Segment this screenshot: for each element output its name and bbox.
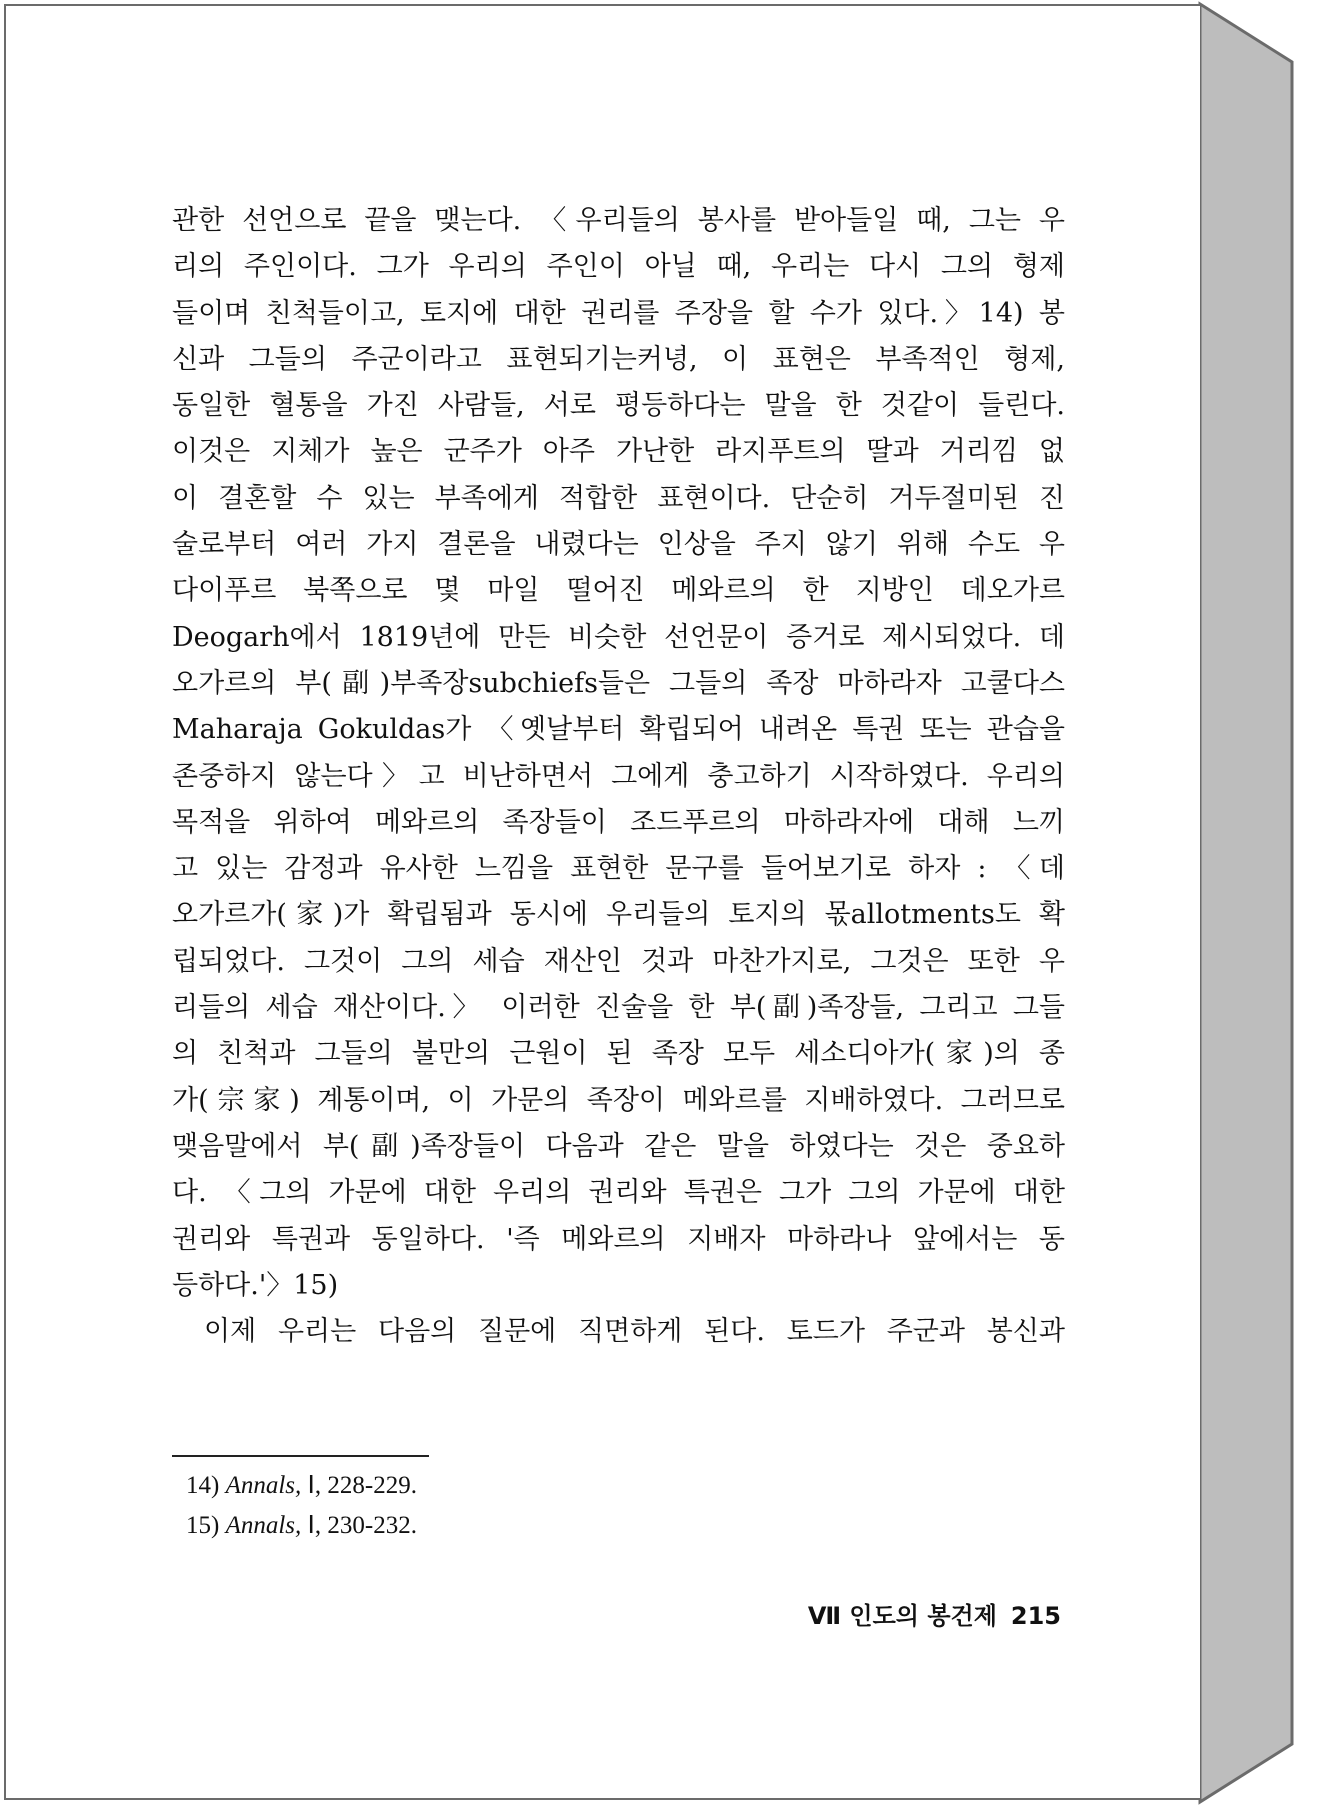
text-line: 다이푸르 북쪽으로 몇 마일 떨어진 메와르의 한 지방인 데오가르: [172, 575, 1065, 607]
chapter-title: Ⅶ 인도의 봉건제: [807, 1602, 997, 1630]
text-line: 리들의 세습 재산이다.〉 이러한 진술을 한 부(副)족장들, 그리고 그들: [172, 992, 1065, 1024]
footnote-reference: Ⅰ, 230-232.: [307, 1512, 417, 1539]
body-text: [172, 198, 1065, 1355]
text-line: 다. 〈그의 가문에 대한 우리의 권리와 특권은 그가 그의 가문에 대한: [172, 1177, 1065, 1209]
text-line: 목적을 위하여 메와르의 족장들이 조드푸르의 마하라자에 대해 느끼: [172, 806, 1065, 838]
footnote-number: 15): [186, 1512, 220, 1539]
footnote-item: [186, 1466, 786, 1506]
text-line: 신과 그들의 주군이라고 표현되기는커녕, 이 표현은 부족적인 형제,: [172, 343, 1065, 375]
text-line: 맺음말에서 부(副)족장들이 다음과 같은 말을 하였다는 것은 중요하: [172, 1130, 1065, 1162]
text-line: 이 결혼할 수 있는 부족에게 적합한 표현이다. 단순히 거두절미된 진: [172, 482, 1065, 514]
text-line: 권리와 특권과 동일하다. '즉 메와르의 지배자 마하라나 앞에서는 동: [172, 1223, 1065, 1255]
text-line: Deogarh에서 1819년에 만든 비슷한 선언문이 증거로 제시되었다. 데: [172, 621, 1065, 653]
footnote-item: [186, 1506, 786, 1546]
footnote-source: Annals,: [225, 1472, 302, 1499]
book-side-edge: [1200, 4, 1292, 1802]
footnote-reference: Ⅰ, 228-229.: [307, 1472, 417, 1499]
text-line: Maharaja Gokuldas가 〈옛날부터 확립되어 내려온 특권 또는 관습을: [172, 714, 1065, 746]
text-line: 등하다.'〉15): [172, 1269, 339, 1301]
text-line: 동일한 혈통을 가진 사람들, 서로 평등하다는 말을 한 것같이 들린다.: [172, 390, 1065, 422]
text-line: 이것은 지체가 높은 군주가 아주 가난한 라지푸트의 딸과 거리낌 없: [172, 436, 1065, 468]
text-line: 의 친척과 그들의 불만의 근원이 된 족장 모두 세소디아가(家)의 종: [172, 1038, 1065, 1070]
text-line: 들이며 친척들이고, 토지에 대한 권리를 주장을 할 수가 있다.〉14) 봉: [172, 297, 1065, 329]
page-number: 215: [1010, 1602, 1061, 1630]
text-line: 오가르의 부(副)부족장subchiefs들은 그들의 족장 마하라자 고쿨다스: [172, 667, 1065, 699]
text-line: 립되었다. 그것이 그의 세습 재산인 것과 마찬가지로, 그것은 또한 우: [172, 945, 1065, 977]
text-line: 오가르가(家)가 확립됨과 동시에 우리들의 토지의 몫allotments도 확: [172, 899, 1065, 931]
footnote-number: 14): [186, 1472, 220, 1499]
text-line: 가(宗家) 계통이며, 이 가문의 족장이 메와르를 지배하였다. 그러므로: [172, 1084, 1065, 1116]
text-line: 고 있는 감정과 유사한 느낌을 표현한 문구를 들어보기로 하자 : 〈데: [172, 853, 1065, 885]
text-line: 존중하지 않는다〉고 비난하면서 그에게 충고하기 시작하였다. 우리의: [172, 760, 1065, 792]
text-line: 리의 주인이다. 그가 우리의 주인이 아닐 때, 우리는 다시 그의 형제: [172, 251, 1065, 283]
footnote-source: Annals,: [225, 1512, 302, 1539]
text-line: 술로부터 여러 가지 결론을 내렸다는 인상을 주지 않기 위해 수도 우: [172, 529, 1065, 561]
footnotes: [186, 1466, 786, 1546]
running-footer: [786, 1596, 1061, 1631]
footnote-divider: [172, 1455, 429, 1457]
text-line: 관한 선언으로 끝을 맺는다. 〈우리들의 봉사를 받아들일 때, 그는 우: [172, 205, 1065, 236]
text-line: 이제 우리는 다음의 질문에 직면하게 된다. 토드가 주군과 봉신과: [204, 1316, 1065, 1348]
